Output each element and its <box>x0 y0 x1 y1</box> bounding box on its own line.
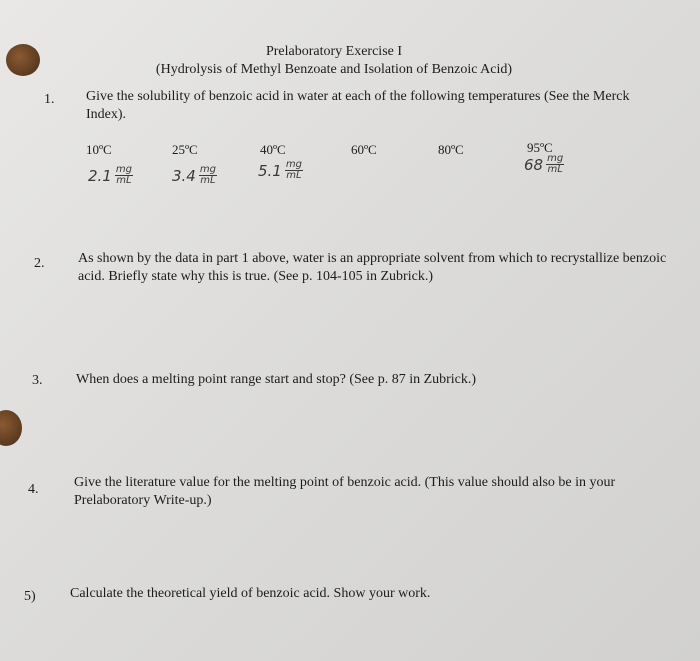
temp-25: 25ºC <box>172 142 198 157</box>
handwritten-answer-10: 2.1 $\frac{mg}{mL}$ <box>88 164 132 186</box>
question-5-number: 5) <box>24 589 36 604</box>
question-1-number: 1. <box>44 92 55 107</box>
question-4-number: 4. <box>28 482 39 497</box>
temp-40: 40ºC <box>260 142 286 157</box>
page-title: Prelaboratory Exercise I <box>265 44 403 59</box>
question-1-text: Give the solubility of benzoic acid in water at each of the following temperatures (See the Merck Index). <box>86 89 630 122</box>
question-3-text: When does a melting point range start and stop? (See p. 87 in Zubrick.) <box>76 372 477 387</box>
handwritten-answer-25: 3.4 $\frac{mg}{mL}$ <box>172 164 216 186</box>
question-2-text: As shown by the data in part 1 above, water is an appropriate solvent from which to recrystallize benzoic acid. Briefly state why this is true. (See p. 104-105 in Zubrick.) <box>78 251 667 284</box>
temp-10: 10ºC <box>86 142 112 157</box>
temp-95: 95ºC <box>527 140 553 155</box>
question-3-number: 3. <box>32 373 43 388</box>
question-4-text: Give the literature value for the melting point of benzoic acid. (This value should also be in your Prelaboratory Write-up.) <box>74 475 616 508</box>
temp-80: 80ºC <box>438 142 464 157</box>
temp-60: 60ºC <box>351 142 377 157</box>
punch-hole <box>0 410 22 446</box>
question-5-text: Calculate the theoretical yield of benzoic acid. Show your work. <box>70 586 431 601</box>
handwritten-answer-95: 68 $\frac{mg}{mL}$ <box>524 153 564 175</box>
question-2-number: 2. <box>34 256 45 271</box>
handwritten-answer-40: 5.1 $\frac{mg}{mL}$ <box>258 159 302 181</box>
page-subtitle: (Hydrolysis of Methyl Benzoate and Isolation of Benzoic Acid) <box>155 62 513 77</box>
